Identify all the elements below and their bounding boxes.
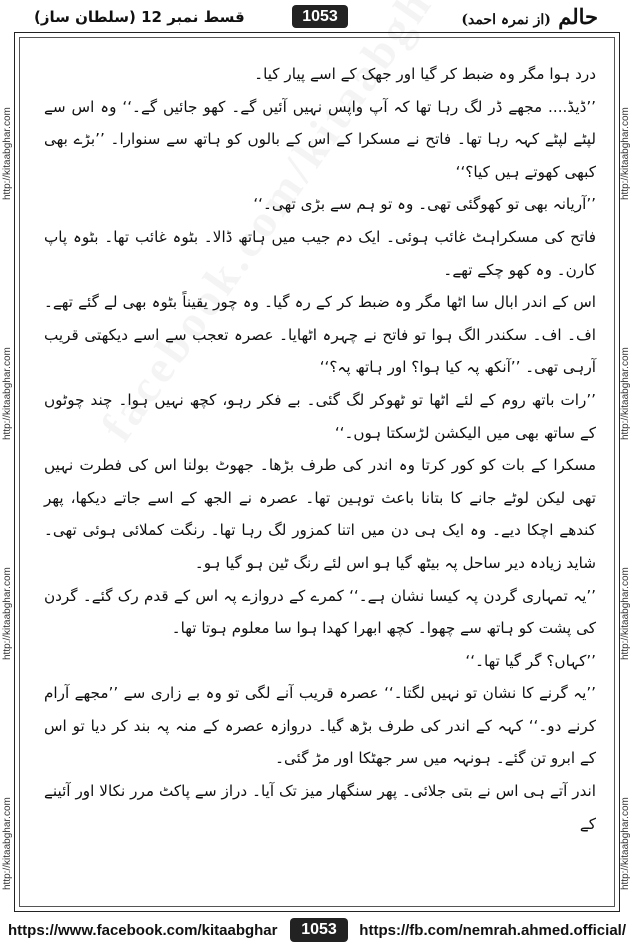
- story-text: [44, 58, 596, 840]
- episode-label: قسط نمبر 12 (سلطان ساز): [34, 8, 245, 26]
- paragraph: درد ہوا مگر وہ ضبط کر گیا اور جھک کے اسے پیار کیا۔: [254, 65, 596, 83]
- side-url-right-4[interactable]: http://kitaabghar.com: [620, 797, 631, 890]
- side-url-left-2[interactable]: http://kitaabghar.com: [2, 347, 13, 440]
- side-url-right-1[interactable]: http://kitaabghar.com: [620, 107, 631, 200]
- paragraph: اندر آتے ہی اس نے بتی جلائی۔ پھر سنگھار میز تک آیا۔ دراز سے پاکٹ مرر نکالا اور آئینے کے: [44, 782, 596, 833]
- paragraph: ’’رات باتھ روم کے لئے اٹھا تو ٹھوکر لگ گئی۔ بے فکر رہو، کچھ نہیں ہوا۔ چند چوٹوں کے ساتھ بھی میں الیکشن لڑسکتا ہوں۔‘‘: [44, 390, 596, 442]
- paragraph: اس کے اندر ابال سا اٹھا مگر وہ ضبط کر کے رہ گیا۔ وہ چور یقیناً بٹوہ بھی لے گئے تھے۔ اف۔ اف۔ سکندر الگ ہوا تو فاتح نے چہرہ اٹھایا۔ عصرہ تعجب سے اسے دیکھتی قریب آرہی تھی۔ ’’آنکھ پہ کیا ہوا؟ اور ہاتھ پہ؟‘‘: [44, 293, 596, 377]
- side-url-left-3[interactable]: http://kitaabghar.com: [2, 567, 13, 660]
- paragraph: مسکرا کے بات کو کور کرتا وہ اندر کی طرف بڑھا۔ جھوٹ بولنا اس کی فطرت نہیں تھی لیکن لوٹے جانے کا بتانا باعث توہین تھا۔ عصرہ نے الجھ کے اسے جاتے دیکھا، پھر کندھے اچکا دیے۔ وہ ایک ہی دن میں اتنا کمزور لگ رہا تھا۔ رنگت کملائی ہوئی تھی۔ شاید زیادہ دیر ساحل پہ بیٹھ گیا ہو اس لئے رنگ ٹین ہو گیا ہو۔: [44, 456, 596, 572]
- facebook-link[interactable]: https://www.facebook.com/kitaabghar: [8, 922, 278, 939]
- title-text: حالم: [558, 4, 598, 29]
- side-url-left-4[interactable]: http://kitaabghar.com: [2, 797, 13, 890]
- book-title: [461, 4, 598, 29]
- author-facebook-link[interactable]: https://fb.com/nemrah.ahmed.official/: [359, 922, 626, 939]
- paragraph: ’’یہ تمہاری گردن پہ کیسا نشان ہے۔‘‘ کمرے کے دروازے پہ اس کے قدم رک گئے۔ گردن کی پشت کو ہاتھ سے چھوا۔ کچھ ابھرا کھدا ہوا سا معلوم ہوتا تھا۔: [44, 586, 596, 638]
- paragraph: ’’کہاں؟ گر گیا تھا۔‘‘: [465, 651, 596, 670]
- paragraph: ’’ڈیڈ.... مجھے ڈر لگ رہا تھا کہ آپ واپس نہیں آئیں گے۔ کھو جائیں گے۔‘‘ وہ اس سے لپٹے لپٹے کہہ رہا تھا۔ فاتح نے مسکرا کے اس کے بالوں کو ہاتھ سے سنوارا۔ ’’بڑے بھی کبھی کھوتے ہیں کیا؟‘‘: [44, 97, 596, 181]
- side-url-right-2[interactable]: http://kitaabghar.com: [620, 347, 631, 440]
- paragraph: ’’آریانہ بھی تو کھوگئی تھی۔ وہ تو ہم سے بڑی تھی۔‘‘: [253, 195, 596, 214]
- header-page-number: 1053: [292, 5, 348, 28]
- side-url-right-3[interactable]: http://kitaabghar.com: [620, 567, 631, 660]
- author-text: (از نمرہ احمد): [461, 12, 551, 28]
- paragraph: فاتح کی مسکراہٹ غائب ہوئی۔ ایک دم جیب میں ہاتھ ڈالا۔ بٹوہ غائب تھا۔ بٹوہ پاپ کارن۔ وہ کھو چکے تھے۔: [44, 227, 596, 279]
- footer-page-number: 1053: [290, 918, 348, 942]
- side-url-left-1[interactable]: http://kitaabghar.com: [2, 107, 13, 200]
- paragraph: ’’یہ گرنے کا نشان تو نہیں لگتا۔‘‘ عصرہ قریب آنے لگی تو وہ بے زاری سے ’’مجھے آرام کرنے دو۔‘‘ کہہ کے اندر کی طرف بڑھ گیا۔ دروازہ عصرہ کے منہ پہ بند کر دیا تو اس کے ابرو تن گئے۔ ہونہہ میں سر جھٹکا اور مڑ گئی۔: [44, 684, 596, 768]
